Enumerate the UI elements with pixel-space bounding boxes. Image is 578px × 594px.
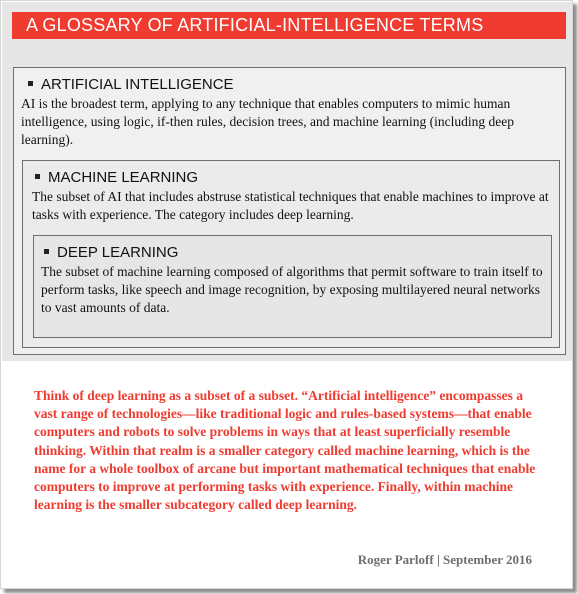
square-bullet-icon	[44, 249, 49, 254]
term-description-ai: AI is the broadest term, applying to any technique that enables computers to mimic human intelligence, using logic, if-then rules, decision trees, and machine learning (including deep learning).	[21, 96, 514, 147]
author-byline: Roger Parloff | September 2016	[357, 552, 532, 567]
term-heading-label: MACHINE LEARNING	[48, 169, 199, 186]
square-bullet-icon	[35, 174, 40, 179]
explanatory-paragraph: Think of deep learning as a subset of a subset. “Artificial intelligence” encompasses a vast range of technologies—like traditional logic and rules-based systems—that enable computers and robots to solve problems in ways that at least superficially resemble thinking. Within that realm is a smaller category called machine learning, which is the name for a whole toolbox of arcane but important mathematical techniques that enable computers to improve at performing tasks with experience. Finally, within machine learning is the smaller subcategory called deep learning.	[34, 388, 536, 513]
term-box-deep-learning	[33, 235, 552, 338]
term-box-machine-learning	[22, 160, 560, 348]
term-heading-ml	[35, 169, 198, 186]
term-box-artificial-intelligence	[13, 67, 566, 355]
term-description-dl: The subset of machine learning composed of algorithms that permit software to train itself to perform tasks, like speech and image recognition, by exposing multilayered neural networks to vast amounts of data.	[41, 264, 543, 315]
square-bullet-icon	[28, 81, 33, 86]
glossary-panel	[2, 2, 572, 361]
page-title: A GLOSSARY OF ARTIFICIAL-INTELLIGENCE TERMS	[26, 15, 484, 35]
term-heading-label: DEEP LEARNING	[57, 244, 179, 261]
title-banner	[12, 12, 566, 39]
term-heading-dl	[44, 244, 178, 261]
term-description-ml: The subset of AI that includes abstruse statistical techniques that enable machines to improve at tasks with experience. The category includes deep learning.	[32, 189, 549, 222]
term-heading-label: ARTIFICIAL INTELLIGENCE	[41, 76, 234, 93]
term-heading-ai	[28, 76, 234, 93]
